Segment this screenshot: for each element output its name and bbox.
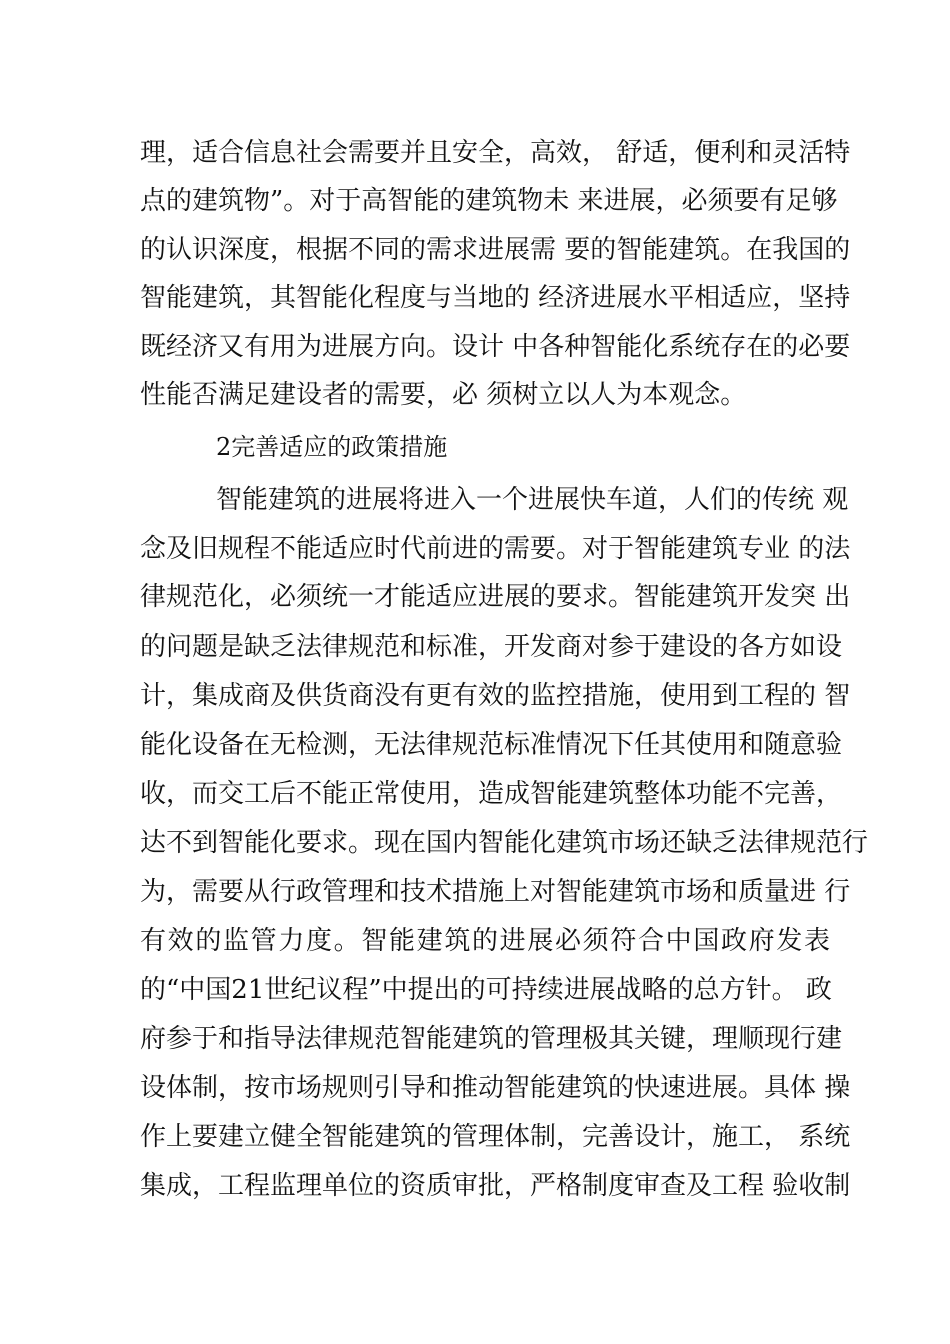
paragraph2-line-12: 府参于和指导法律规范智能建筑的管理极其关键，理顺现行建 [140,1024,843,1054]
paragraph2-line-15: 集成，工程监理单位的资质审批，严格制度审查及工程 验收制 [140,1171,851,1201]
paragraph2-line-5: 计，集成商及供货商没有更有效的监控措施，使用到工程的 智 [140,681,851,711]
paragraph2-line-8: 达不到智能化要求。现在国内智能化建筑市场还缺乏法律规范行 [140,828,869,858]
paragraph2-line-11: 的“中国21世纪议程”中提出的可持续进展战略的总方针。 政 [140,975,832,1005]
paragraph2-line-1: 智能建筑的进展将进入一个进展快车道，人们的传统 观 [216,485,849,515]
paragraph1-line-1: 理，适合信息社会需要并且安全，高效， 舒适，便利和灵活特 [140,138,851,168]
paragraph2-line-7: 收，而交工后不能正常使用，造成智能建筑整体功能不完善， [140,779,843,809]
section-heading: 2完善适应的政策措施 [216,433,448,461]
paragraph2-line-13: 设体制，按市场规则引导和推动智能建筑的快速进展。具体 操 [140,1073,851,1103]
paragraph1-line-2: 点的建筑物”。对于高智能的建筑物未 来进展，必须要有足够 [140,186,838,216]
paragraph2-line-4: 的问题是缺乏法律规范和标准，开发商对参于建设的各方如设 [140,632,843,662]
paragraph2-line-3: 律规范化，必须统一才能适应进展的要求。智能建筑开发突 出 [140,582,851,612]
paragraph1-line-4: 智能建筑，其智能化程度与当地的 经济进展水平相适应，坚持 [140,283,851,313]
paragraph1-line-3: 的认识深度，根据不同的需求进展需 要的智能建筑。在我国的 [140,235,851,265]
paragraph2-line-2: 念及旧规程不能适应时代前进的需要。对于智能建筑专业 的法 [140,534,851,564]
paragraph2-line-6: 能化设备在无检测，无法律规范标准情况下任其使用和随意验 [140,730,843,760]
paragraph2-line-10: 有效的监管力度。智能建筑的进展必须符合中国政府发表 [140,926,830,956]
paragraph1-line-6: 性能否满足建设者的需要，必 须树立以人为本观念。 [140,380,747,410]
paragraph2-line-14: 作上要建立健全智能建筑的管理体制，完善设计，施工， 系统 [140,1122,851,1152]
paragraph1-line-5: 既经济又有用为进展方向。设计 中各种智能化系统存在的必要 [140,332,851,362]
paragraph2-line-9: 为，需要从行政管理和技术措施上对智能建筑市场和质量进 行 [140,877,851,907]
